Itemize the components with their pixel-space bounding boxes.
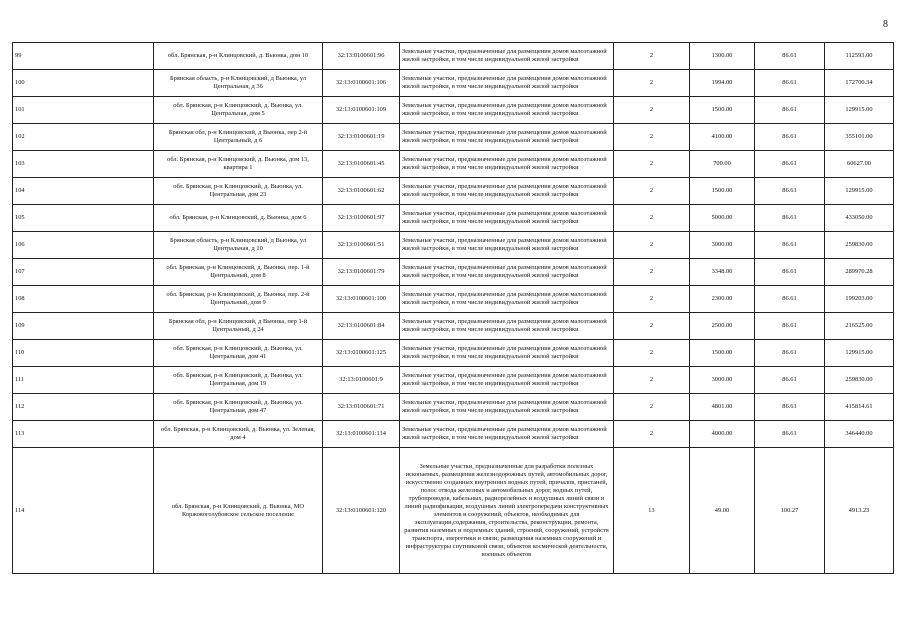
cadastral-number-cell: 32:13:0100601:114 bbox=[323, 421, 400, 448]
cadastral-value-cell: 355101.00 bbox=[825, 124, 894, 151]
group-code-cell: 2 bbox=[614, 394, 690, 421]
cadastral-value-cell: 346440.00 bbox=[825, 421, 894, 448]
area-cell: 4100.00 bbox=[690, 124, 755, 151]
row-number: 101 bbox=[13, 97, 154, 124]
permitted-use-cell: Земельные участки, предназначенные для размещения домов малоэтажной жилой застройки, в том числе индивидуальной жилой застройки bbox=[400, 70, 614, 97]
row-number: 110 bbox=[13, 340, 154, 367]
address-cell: обл. Брянская, р-н Клинцовский, д. Вьюнка, дом 10 bbox=[154, 43, 323, 70]
specific-value-cell: 86.61 bbox=[755, 340, 825, 367]
table-row bbox=[13, 124, 894, 151]
specific-value-cell: 86.61 bbox=[755, 70, 825, 97]
cadastral-number-cell: 32:13:0100601:97 bbox=[323, 205, 400, 232]
permitted-use-cell: Земельные участки, предназначенные для размещения домов малоэтажной жилой застройки, в том числе индивидуальной жилой застройки bbox=[400, 367, 614, 394]
specific-value-cell: 86.61 bbox=[755, 286, 825, 313]
table-row bbox=[13, 448, 894, 574]
page-number: 8 bbox=[883, 19, 888, 30]
cadastral-number-cell: 32:13:0100601:109 bbox=[323, 97, 400, 124]
cadastral-number-cell: 32:13:0100601:9 bbox=[323, 367, 400, 394]
row-number: 103 bbox=[13, 151, 154, 178]
address-cell: обл. Брянская, р-н Клинцовский, д. Вьюнка, ул. Центральная, дом 41 bbox=[154, 340, 323, 367]
specific-value-cell: 86.61 bbox=[755, 313, 825, 340]
address-cell: обл. Брянская, р-н Клинцовский, д. Вьюнка, пер. 1-й Центральный, дом 8 bbox=[154, 259, 323, 286]
group-code-cell: 2 bbox=[614, 97, 690, 124]
cadastral-value-cell: 60627.00 bbox=[825, 151, 894, 178]
specific-value-cell: 86.61 bbox=[755, 232, 825, 259]
group-code-cell: 2 bbox=[614, 124, 690, 151]
cadastral-value-cell: 433050.00 bbox=[825, 205, 894, 232]
area-cell: 49.00 bbox=[690, 448, 755, 574]
group-code-cell: 2 bbox=[614, 43, 690, 70]
row-number: 107 bbox=[13, 259, 154, 286]
cadastral-value-cell: 289970.28 bbox=[825, 259, 894, 286]
area-cell: 5000.00 bbox=[690, 205, 755, 232]
cadastral-number-cell: 32:13:0100601:51 bbox=[323, 232, 400, 259]
permitted-use-cell: Земельные участки, предназначенные для размещения домов малоэтажной жилой застройки, в том числе индивидуальной жилой застройки bbox=[400, 97, 614, 124]
specific-value-cell: 86.61 bbox=[755, 394, 825, 421]
cadastral-number-cell: 32:13:0100601:45 bbox=[323, 151, 400, 178]
area-cell: 1500.00 bbox=[690, 340, 755, 367]
specific-value-cell: 86.61 bbox=[755, 151, 825, 178]
cadastral-number-cell: 32:13:0100601:125 bbox=[323, 340, 400, 367]
group-code-cell: 2 bbox=[614, 259, 690, 286]
table-row bbox=[13, 151, 894, 178]
row-number: 113 bbox=[13, 421, 154, 448]
area-cell: 4000.00 bbox=[690, 421, 755, 448]
cadastral-number-cell: 32:13:0100601:84 bbox=[323, 313, 400, 340]
permitted-use-cell: Земельные участки, предназначенные для размещения домов малоэтажной жилой застройки, в том числе индивидуальной жилой застройки bbox=[400, 124, 614, 151]
cadastral-value-cell: 129915.00 bbox=[825, 340, 894, 367]
group-code-cell: 2 bbox=[614, 151, 690, 178]
cadastral-value-cell: 415814.61 bbox=[825, 394, 894, 421]
land-plots-table bbox=[12, 42, 894, 574]
permitted-use-cell: Земельные участки, предназначенные для размещения домов малоэтажной жилой застройки, в том числе индивидуальной жилой застройки bbox=[400, 205, 614, 232]
area-cell: 4801.00 bbox=[690, 394, 755, 421]
area-cell: 3000.00 bbox=[690, 232, 755, 259]
cadastral-value-cell: 129915.00 bbox=[825, 178, 894, 205]
row-number: 108 bbox=[13, 286, 154, 313]
specific-value-cell: 86.61 bbox=[755, 205, 825, 232]
row-number: 100 bbox=[13, 70, 154, 97]
cadastral-value-cell: 199203.00 bbox=[825, 286, 894, 313]
specific-value-cell: 86.61 bbox=[755, 43, 825, 70]
area-cell: 1300.00 bbox=[690, 43, 755, 70]
permitted-use-cell: Земельные участки, предназначенные для размещения домов малоэтажной жилой застройки, в том числе индивидуальной жилой застройки bbox=[400, 394, 614, 421]
cadastral-number-cell: 32:13:0100601:71 bbox=[323, 394, 400, 421]
cadastral-number-cell: 32:13:0100601:19 bbox=[323, 124, 400, 151]
specific-value-cell: 86.61 bbox=[755, 178, 825, 205]
address-cell: Брянская обл, р-н Клинцовский, д Вьюнка, пер 1-й Центральный, д 24 bbox=[154, 313, 323, 340]
table-row bbox=[13, 313, 894, 340]
table-row bbox=[13, 340, 894, 367]
table-body bbox=[13, 43, 894, 574]
area-cell: 1500.00 bbox=[690, 178, 755, 205]
cadastral-number-cell: 32:13:0100601:96 bbox=[323, 43, 400, 70]
permitted-use-cell: Земельные участки, предназначенные для размещения домов малоэтажной жилой застройки, в том числе индивидуальной жилой застройки bbox=[400, 421, 614, 448]
address-cell: Брянская область, р-н Клинцовский, д Вьюнка, ул Центральная, д 10 bbox=[154, 232, 323, 259]
permitted-use-cell: Земельные участки, предназначенные для размещения домов малоэтажной жилой застройки, в том числе индивидуальной жилой застройки bbox=[400, 151, 614, 178]
area-cell: 3000.00 bbox=[690, 367, 755, 394]
row-number: 102 bbox=[13, 124, 154, 151]
permitted-use-cell: Земельные участки, предназначенные для разработки полезных ископаемых, размещения железнодорожных путей, автомобильных дорог, искусственно созданных внутренних водных путей, причалов, пристаней, полос отвода железных и автомобильных дорог, водных путей, трубопроводов, кабельных, радиорелейных и воздушных линий связи и линий радиофикации, воздушных линий электропередачи конструктивных элементов и сооружений, объектов, необходимых для эксплуатации,содержания, строительства, реконструкции, ремонта, развития наземных и подземных зданий, строений, сооружений, устройств транспорта, энергетики и связи; размещения наземных сооружений и инфраструктуры спутниковой связи, объектов космической деятельности, военных объектов bbox=[400, 448, 614, 574]
cadastral-value-cell: 172700.34 bbox=[825, 70, 894, 97]
table-row bbox=[13, 286, 894, 313]
permitted-use-cell: Земельные участки, предназначенные для размещения домов малоэтажной жилой застройки, в том числе индивидуальной жилой застройки bbox=[400, 178, 614, 205]
address-cell: обл. Брянская, р-н Клинцовский, д. Вьюнка, дом 13, квартира 1 bbox=[154, 151, 323, 178]
table-row bbox=[13, 205, 894, 232]
permitted-use-cell: Земельные участки, предназначенные для размещения домов малоэтажной жилой застройки, в том числе индивидуальной жилой застройки bbox=[400, 340, 614, 367]
group-code-cell: 2 bbox=[614, 313, 690, 340]
table-row bbox=[13, 178, 894, 205]
specific-value-cell: 86.61 bbox=[755, 421, 825, 448]
specific-value-cell: 86.61 bbox=[755, 124, 825, 151]
table-row bbox=[13, 97, 894, 124]
address-cell: Брянская обл, р-н Клинцовский, д Вьюнка, пер 2-й Центральный, д 6 bbox=[154, 124, 323, 151]
permitted-use-cell: Земельные участки, предназначенные для размещения домов малоэтажной жилой застройки, в том числе индивидуальной жилой застройки bbox=[400, 313, 614, 340]
cadastral-number-cell: 32:13:0100601:62 bbox=[323, 178, 400, 205]
cadastral-number-cell: 32:13:0100601:120 bbox=[323, 448, 400, 574]
cadastral-value-cell: 259830.00 bbox=[825, 367, 894, 394]
area-cell: 700.00 bbox=[690, 151, 755, 178]
address-cell: обл. Брянская, р-н Клинцовский, д. Вьюнка, ул. Центральная, дом 23 bbox=[154, 178, 323, 205]
group-code-cell: 2 bbox=[614, 421, 690, 448]
permitted-use-cell: Земельные участки, предназначенные для размещения домов малоэтажной жилой застройки, в том числе индивидуальной жилой застройки bbox=[400, 232, 614, 259]
row-number: 109 bbox=[13, 313, 154, 340]
group-code-cell: 2 bbox=[614, 205, 690, 232]
group-code-cell: 13 bbox=[614, 448, 690, 574]
table-row bbox=[13, 43, 894, 70]
permitted-use-cell: Земельные участки, предназначенные для размещения домов малоэтажной жилой застройки, в том числе индивидуальной жилой застройки bbox=[400, 43, 614, 70]
specific-value-cell: 86.61 bbox=[755, 97, 825, 124]
address-cell: обл. Брянская, р-н Клинцовский, д. Вьюнка, ул. Центральная, дом 5 bbox=[154, 97, 323, 124]
cadastral-value-cell: 4913.23 bbox=[825, 448, 894, 574]
address-cell: обл. Брянская, р-н Клинцовский, д. Вьюнка, ул. Зеленая, дом 4 bbox=[154, 421, 323, 448]
group-code-cell: 2 bbox=[614, 178, 690, 205]
group-code-cell: 2 bbox=[614, 232, 690, 259]
row-number: 99 bbox=[13, 43, 154, 70]
area-cell: 3348.00 bbox=[690, 259, 755, 286]
area-cell: 1994.00 bbox=[690, 70, 755, 97]
area-cell: 1500.00 bbox=[690, 97, 755, 124]
table-row bbox=[13, 259, 894, 286]
area-cell: 2300.00 bbox=[690, 286, 755, 313]
table-row bbox=[13, 394, 894, 421]
permitted-use-cell: Земельные участки, предназначенные для размещения домов малоэтажной жилой застройки, в том числе индивидуальной жилой застройки bbox=[400, 286, 614, 313]
group-code-cell: 2 bbox=[614, 340, 690, 367]
address-cell: обл. Брянская, р-н Клинцовский, д. Вьюнка, пер. 2-й Центральный, дом 9 bbox=[154, 286, 323, 313]
specific-value-cell: 100.27 bbox=[755, 448, 825, 574]
cadastral-number-cell: 32:13:0100601:79 bbox=[323, 259, 400, 286]
row-number: 111 bbox=[13, 367, 154, 394]
table-row bbox=[13, 70, 894, 97]
area-cell: 2500.00 bbox=[690, 313, 755, 340]
address-cell: обл. Брянская, р-н Клинцовский, д. Вьюнка, МО Коржовоголубовское сельское поселение bbox=[154, 448, 323, 574]
row-number: 104 bbox=[13, 178, 154, 205]
table-row bbox=[13, 421, 894, 448]
group-code-cell: 2 bbox=[614, 286, 690, 313]
table-row bbox=[13, 232, 894, 259]
address-cell: обл. Брянская, р-н Клинцовский, д. Вьюнка, ул. Центральная, дом 19 bbox=[154, 367, 323, 394]
address-cell: Брянская область, р-н Клинцовский, д Вьюнка, ул Центральная, д 36 bbox=[154, 70, 323, 97]
cadastral-value-cell: 112593.00 bbox=[825, 43, 894, 70]
group-code-cell: 2 bbox=[614, 367, 690, 394]
row-number: 105 bbox=[13, 205, 154, 232]
cadastral-value-cell: 259830.00 bbox=[825, 232, 894, 259]
address-cell: обл. Брянская, р-н Клинцовский, д. Вьюнка, ул. Центральная, дом 47 bbox=[154, 394, 323, 421]
cadastral-value-cell: 129915.00 bbox=[825, 97, 894, 124]
row-number: 106 bbox=[13, 232, 154, 259]
address-cell: обл. Брянская, р-н Клинцовский, д. Вьюнка, дом 6 bbox=[154, 205, 323, 232]
cadastral-number-cell: 32:13:0100601:106 bbox=[323, 70, 400, 97]
specific-value-cell: 86.61 bbox=[755, 367, 825, 394]
permitted-use-cell: Земельные участки, предназначенные для размещения домов малоэтажной жилой застройки, в том числе индивидуальной жилой застройки bbox=[400, 259, 614, 286]
specific-value-cell: 86.61 bbox=[755, 259, 825, 286]
row-number: 112 bbox=[13, 394, 154, 421]
cadastral-value-cell: 216525.00 bbox=[825, 313, 894, 340]
cadastral-number-cell: 32:13:0100601:100 bbox=[323, 286, 400, 313]
row-number: 114 bbox=[13, 448, 154, 574]
table-row bbox=[13, 367, 894, 394]
group-code-cell: 2 bbox=[614, 70, 690, 97]
